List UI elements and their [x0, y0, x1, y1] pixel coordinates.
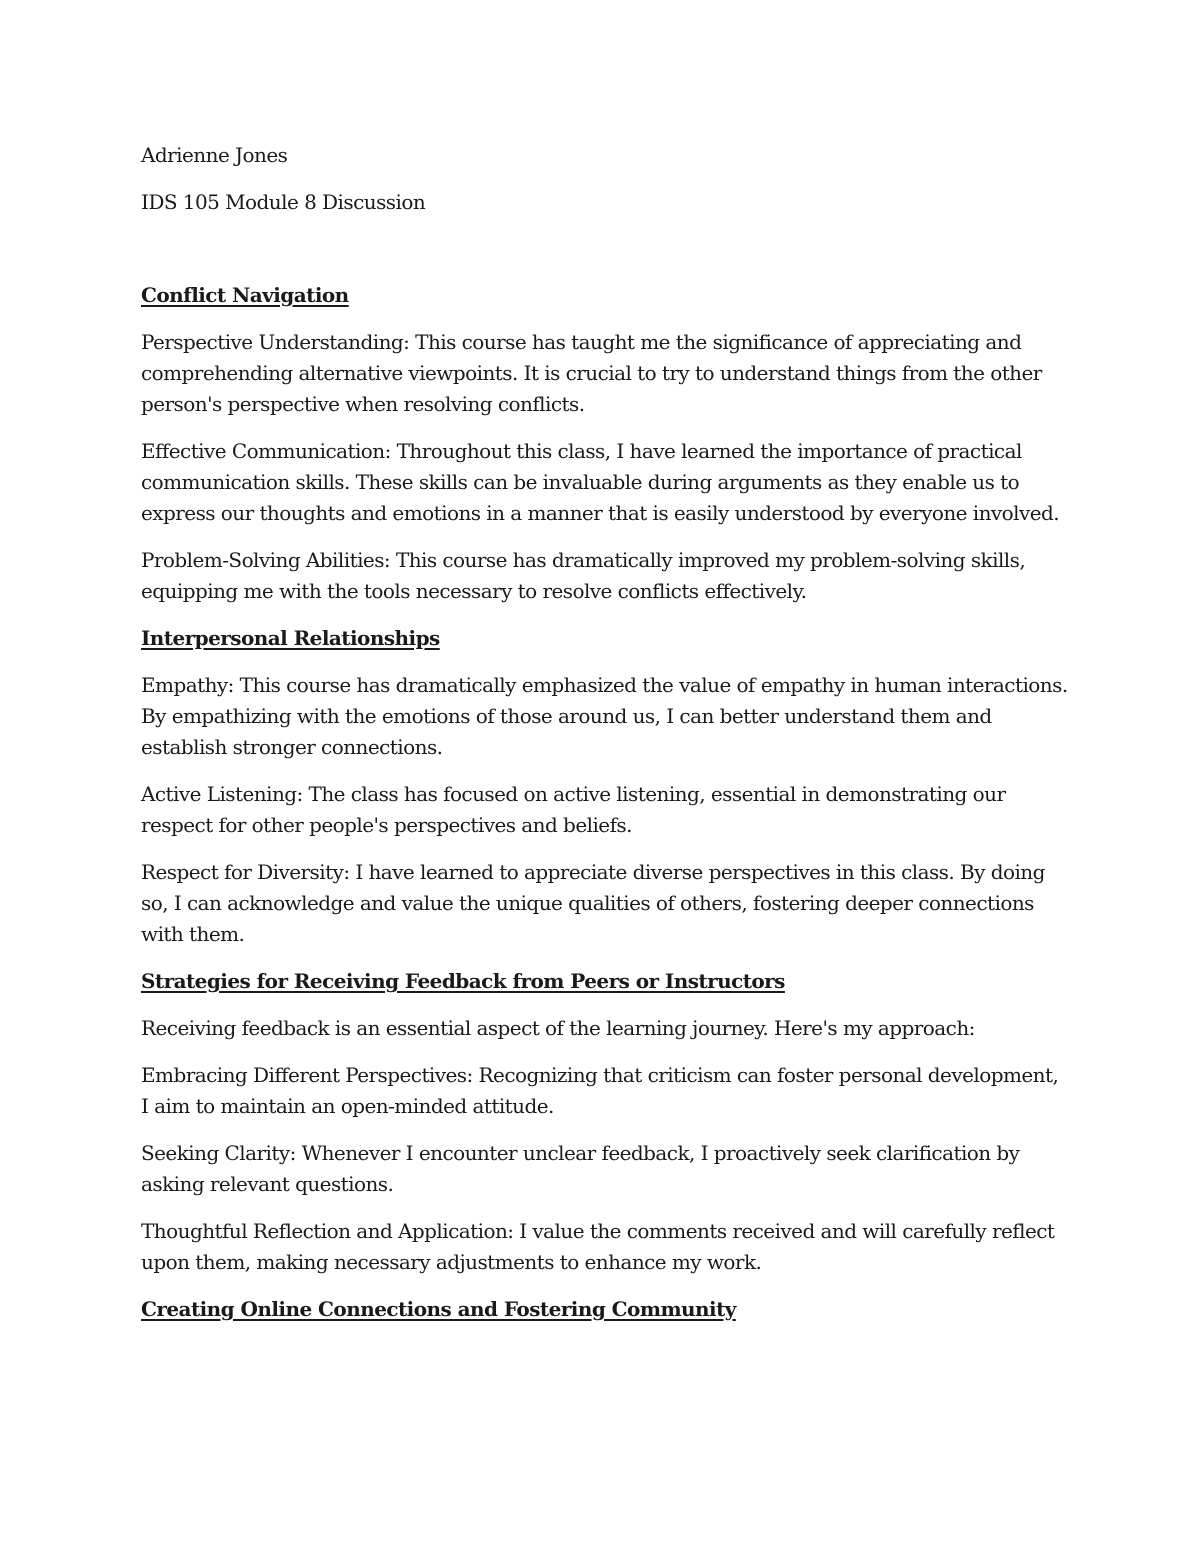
section-heading: Strategies for Receiving Feedback from Peers or Instructors — [141, 969, 785, 993]
paragraph: Thoughtful Reflection and Application: I value the comments received and will carefully reflect upon them, making necessary adjustments to enhance my work. — [141, 1219, 1055, 1274]
section-heading: Interpersonal Relationships — [141, 626, 440, 650]
section-heading: Creating Online Connections and Fostering Community — [141, 1297, 736, 1321]
paragraph: Receiving feedback is an essential aspect of the learning journey. Here's my approach: — [141, 1016, 975, 1040]
paragraph: Active Listening: The class has focused on active listening, essential in demonstrating our respect for other people's perspectives and beliefs. — [141, 782, 1006, 837]
paragraph: Perspective Understanding: This course has taught me the significance of appreciating and comprehending alternative viewpoints. It is crucial to try to understand things from the other person's perspective when resolving conflicts. — [141, 330, 1042, 416]
paragraph: Embracing Different Perspectives: Recognizing that criticism can foster personal development, I aim to maintain an open-minded attitude. — [141, 1063, 1059, 1118]
course-title: IDS 105 Module 8 Discussion — [141, 190, 426, 214]
header-spacer — [141, 234, 1071, 280]
author-name: Adrienne Jones — [141, 143, 288, 167]
paragraph: Empathy: This course has dramatically emphasized the value of empathy in human interactions. By empathizing with the emotions of those around us, I can better understand them and establish stronger connections. — [141, 673, 1068, 759]
paragraph: Problem-Solving Abilities: This course has dramatically improved my problem-solving skills, equipping me with the tools necessary to resolve conflicts effectively. — [141, 548, 1026, 603]
document-page — [141, 140, 1071, 1341]
paragraph: Effective Communication: Throughout this class, I have learned the importance of practical communication skills. These skills can be invaluable during arguments as they enable us to express our thoughts and emotions in a manner that is easily understood by everyone involved. — [141, 439, 1060, 525]
section-heading: Conflict Navigation — [141, 283, 349, 307]
paragraph: Seeking Clarity: Whenever I encounter unclear feedback, I proactively seek clarification by asking relevant questions. — [141, 1141, 1020, 1196]
paragraph: Respect for Diversity: I have learned to appreciate diverse perspectives in this class. By doing so, I can acknowledge and value the unique qualities of others, fostering deeper connections with them. — [141, 860, 1045, 946]
